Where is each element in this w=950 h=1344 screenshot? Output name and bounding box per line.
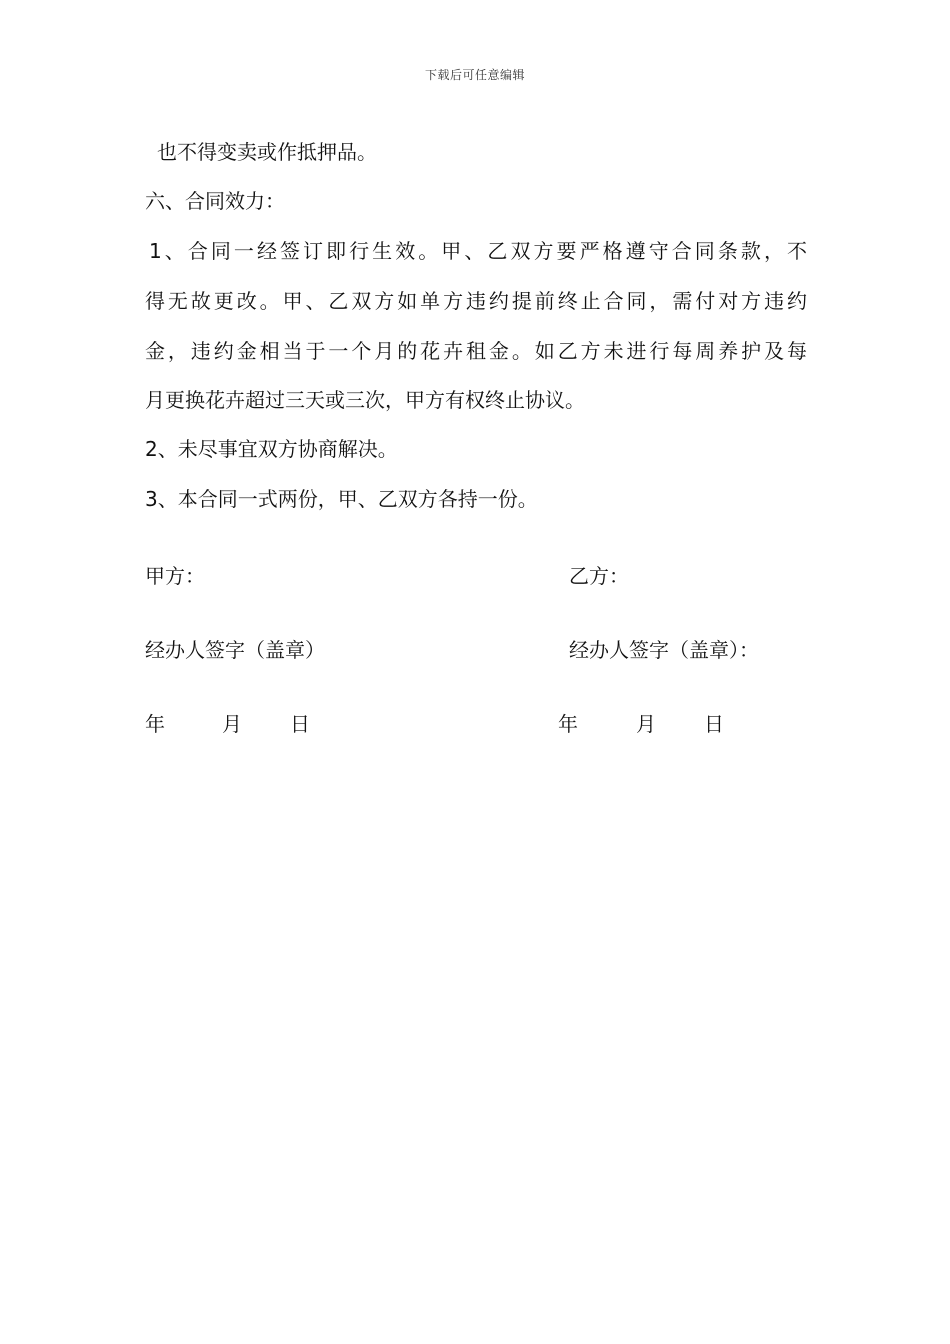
- clause-1-line-2: 得无故更改。甲、乙双方如单方违约提前终止合同，需付对方违约: [145, 289, 807, 313]
- clause-2: 2、未尽事宜双方协商解决。: [145, 437, 398, 461]
- party-b-month: 月: [636, 712, 656, 736]
- party-b-year: 年: [558, 712, 578, 736]
- clause-3: 3、本合同一式两份，甲、乙双方各持一份。: [145, 487, 538, 511]
- section-heading: 六、合同效力：: [145, 189, 285, 213]
- party-a-year: 年: [145, 712, 165, 736]
- paragraph-continuation: 也不得变卖或作抵押品。: [157, 140, 377, 164]
- party-a-label: 甲方：: [145, 564, 205, 588]
- party-a-month: 月: [222, 712, 242, 736]
- clause-1-line-4: 月更换花卉超过三天或三次，甲方有权终止协议。: [145, 388, 585, 412]
- party-a-signer: 经办人签字（盖章）: [145, 638, 325, 662]
- page-header: 下载后可任意编辑: [424, 68, 525, 82]
- clause-1-line-1: 1、合同一经签订即行生效。甲、乙双方要严格遵守合同条款，不: [149, 239, 807, 263]
- party-b-label: 乙方：: [569, 564, 629, 588]
- party-a-day: 日: [290, 712, 310, 736]
- party-b-day: 日: [704, 712, 724, 736]
- clause-1-line-3: 金，违约金相当于一个月的花卉租金。如乙方未进行每周养护及每: [145, 339, 807, 363]
- party-b-signer: 经办人签字（盖章）：: [569, 638, 759, 662]
